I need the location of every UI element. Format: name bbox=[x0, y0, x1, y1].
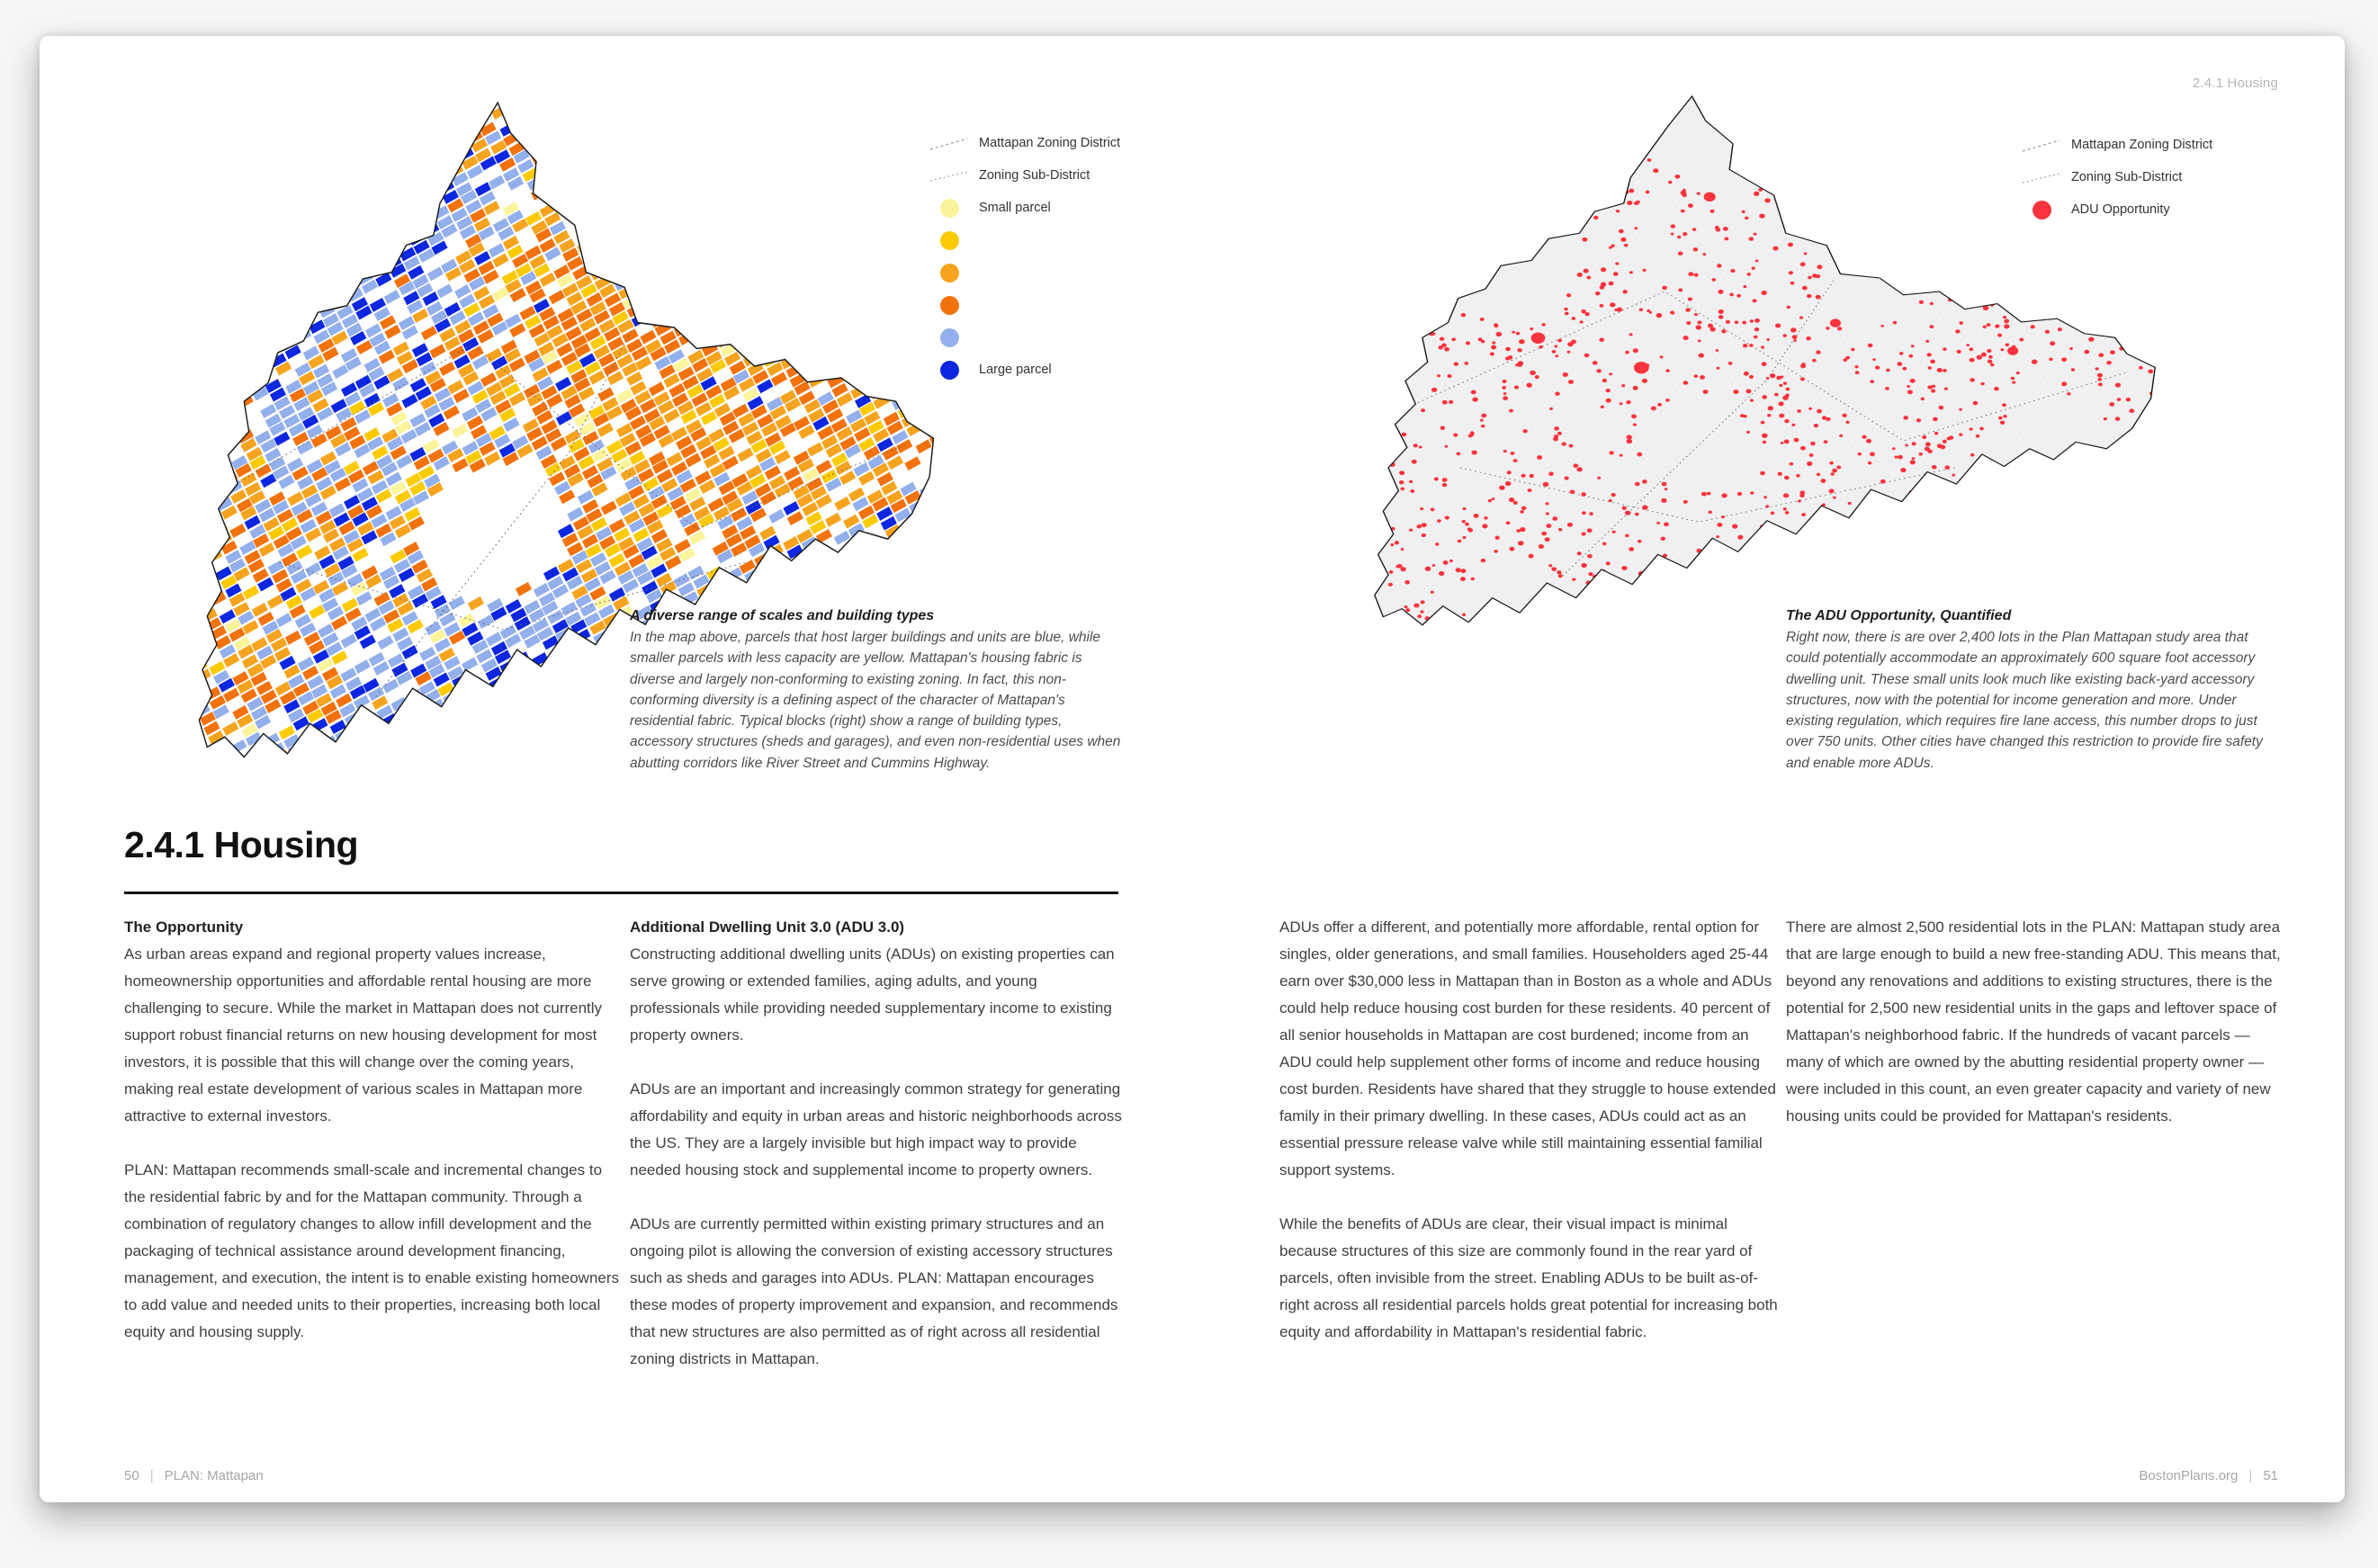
caption-body: In the map above, parcels that host larger buildings and units are blue, while smaller parcels with less capacity are yellow. Mattapan's housing fabric is diverse and largely non-conforming to existing zoning. In fact, this non-conforming diversity is a defining aspect of the character of Mattapan's residential fabric. Typical blocks (right) show a range of building types, accessory structures (sheds and garages), and even non-residential uses when abutting corridors like River Street and Cummins Highway. bbox=[630, 630, 1121, 771]
parcel-dot bbox=[940, 328, 959, 347]
footer-left bbox=[124, 1468, 264, 1483]
adu-opportunity-dot bbox=[2033, 201, 2051, 220]
legend-item bbox=[929, 295, 1120, 315]
legend-item bbox=[929, 166, 1120, 185]
footer-right bbox=[1835, 1468, 2278, 1483]
parcel-dot bbox=[940, 264, 959, 282]
footer-divider: | bbox=[149, 1468, 154, 1483]
legend-item bbox=[929, 198, 1120, 218]
legend-item bbox=[929, 263, 1120, 282]
legend-label: Mattapan Zoning District bbox=[979, 136, 1121, 150]
legend-label: Large parcel bbox=[979, 363, 1052, 377]
footer-divider: | bbox=[2248, 1468, 2253, 1483]
paragraph: ADUs are currently permitted within existing primary structures and an ongoing pilot is allowing the conversion of existing accessory structures such as sheds and garages into ADUs. PLAN: Mattapan encourages these modes of property improvement and expansion, and recommends that new structures are also permitted as of right across all residential zoning districts in Mattapan. bbox=[630, 1215, 1118, 1367]
heading-rule bbox=[124, 892, 1118, 894]
page-number: 50 bbox=[124, 1468, 139, 1483]
page-number: 51 bbox=[2263, 1468, 2278, 1483]
column-adu-benefits bbox=[1279, 914, 1781, 1373]
paragraph: While the benefits of ADUs are clear, their visual impact is minimal because structures of this size are commonly found in the rear yard of parcels, often invisible from the street. Enabling ADUs to be built as-of-right across all residential parcels holds great potential for increasing both equity and affordability in Mattapan's residential fabric. bbox=[1279, 1215, 1778, 1340]
dashed-line-swatch bbox=[2021, 167, 2062, 187]
small-parcel-dot bbox=[940, 199, 959, 218]
legend-label: Mattapan Zoning District bbox=[2071, 138, 2213, 152]
section-heading: 2.4.1 Housing bbox=[124, 824, 359, 865]
column-heading: The Opportunity bbox=[124, 918, 244, 936]
legend-item bbox=[929, 360, 1120, 380]
dashed-line-swatch bbox=[929, 166, 970, 185]
right-map-caption bbox=[1786, 608, 2277, 774]
dashed-line-swatch bbox=[2021, 135, 2062, 155]
paragraph: Constructing additional dwelling units (ADUs) on existing properties can serve growing or extended families, aging adults, and young professionals while providing needed supplementary income to existing property owners. bbox=[630, 945, 1115, 1044]
legend-label: Zoning Sub-District bbox=[2071, 170, 2183, 184]
paragraph: ADUs are an important and increasingly common strategy for generating affordability and equity in urban areas and historic neighborhoods across the US. They are a largely invisible but high impact way to provide needed housing stock and supplemental income to property owners. bbox=[630, 1080, 1122, 1178]
adu-map-legend bbox=[2021, 135, 2212, 220]
legend-item bbox=[929, 230, 1120, 250]
legend-item bbox=[929, 133, 1120, 153]
legend-item bbox=[2021, 200, 2212, 220]
legend-label: ADU Opportunity bbox=[2071, 202, 2170, 217]
large-parcel-dot bbox=[940, 361, 959, 380]
paragraph: There are almost 2,500 residential lots in the PLAN: Mattapan study area that are large enough to build a new free-standing ADU. This means that, beyond any renovations and additions to existing structures, there is the potential for 2,500 new residential units in the gaps and leftover space of Mattapan's neighborhood fabric. If the hundreds of vacant parcels — many of which are owned by the abutting residential property owner — were included in this count, an even greater capacity and variety of new housing units could be provided for Mattapan's residents. bbox=[1786, 918, 2281, 1124]
running-header: 2.4.1 Housing bbox=[2192, 76, 2278, 91]
legend-label: Small parcel bbox=[979, 201, 1051, 215]
footer-label: BostonPlans.org bbox=[2139, 1468, 2239, 1483]
parcel-dot bbox=[940, 296, 959, 315]
column-adu bbox=[630, 914, 1130, 1400]
legend-label: Zoning Sub-District bbox=[979, 168, 1090, 183]
paragraph: As urban areas expand and regional property values increase, homeownership opportunities and affordable rental housing are more challenging to secure. While the market in Mattapan does not currently support robust financial returns on new housing development for most investors, it is possible that this will change over the coming years, making real estate development of various scales in Mattapan more attractive to external investors. bbox=[124, 945, 603, 1124]
parcel-map-legend bbox=[929, 133, 1120, 380]
column-residential-lots bbox=[1786, 914, 2283, 1157]
caption-title: A diverse range of scales and building types bbox=[630, 608, 935, 623]
legend-item bbox=[2021, 135, 2212, 155]
paragraph: PLAN: Mattapan recommends small-scale and incremental changes to the residential fabric by and for the Mattapan community. Through a combination of regulatory changes to allow infill development and the packaging of technical assistance around development financing, management, and execution, the intent is to enable existing homeowners to add value and needed units to their properties, increasing both local equity and housing supply. bbox=[124, 1161, 620, 1340]
column-the-opportunity bbox=[124, 914, 624, 1373]
parcel-dot bbox=[940, 231, 959, 250]
legend-item bbox=[2021, 167, 2212, 187]
footer-label: PLAN: Mattapan bbox=[164, 1468, 264, 1483]
left-map-caption bbox=[630, 608, 1121, 774]
column-heading: Additional Dwelling Unit 3.0 (ADU 3.0) bbox=[630, 918, 905, 936]
legend-item bbox=[929, 327, 1120, 347]
paragraph: ADUs offer a different, and potentially more affordable, rental option for singles, older generations, and small families. Householders aged 25-44 earn over $30,000 less in Mattapan than in Boston as a whole and ADUs could help reduce housing cost burden for these residents. 40 percent of all senior households in Mattapan are cost burdened; income from an ADU could help supplement other forms of income and reduce housing cost burden. Residents have shared that they struggle to house extended family in their primary dwelling. In these cases, ADUs could act as an essential pressure release valve while still maintaining essential familial support systems. bbox=[1279, 918, 1776, 1178]
dashed-line-swatch bbox=[929, 133, 970, 153]
caption-title: The ADU Opportunity, Quantified bbox=[1786, 608, 2012, 623]
caption-body: Right now, there is are over 2,400 lots in the Plan Mattapan study area that could potentially accommodate an approximately 600 square foot accessory dwelling unit. These small units look much like existing back-yard accessory structures, now with the potential for income generation and more. Under existing regulation, which requires fire lane access, this number drops to just over 750 units. Other cities have changed this restriction to provide fire safety and enable more ADUs. bbox=[1786, 630, 2263, 771]
